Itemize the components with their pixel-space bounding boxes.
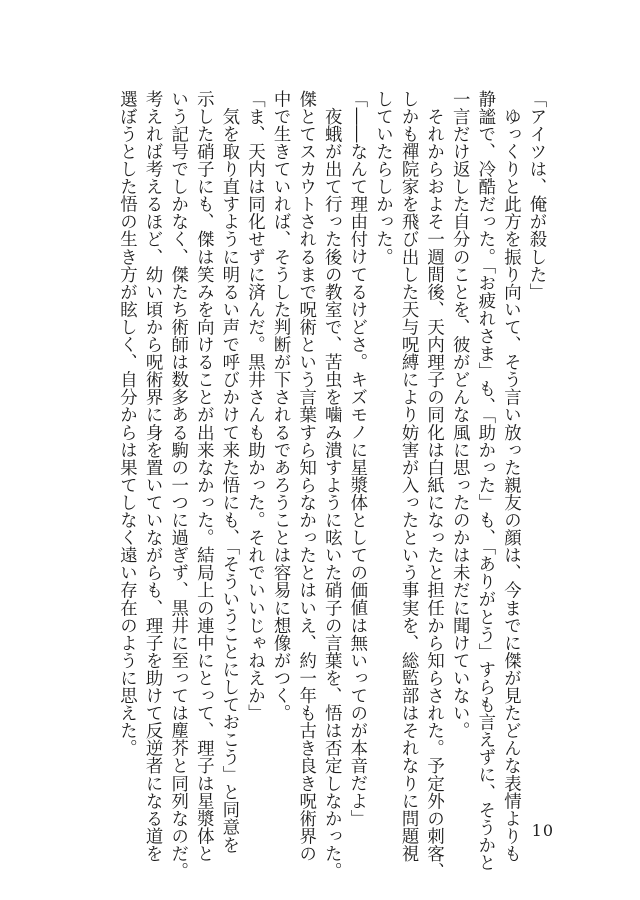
text-line: しかも禪院家を飛び出した天与呪縛により妨害が入ったという事実を、総監部はそれなりに問題視 xyxy=(398,90,419,863)
text-line: 「ま、天内は同化せずに済んだ。黒井さんも助かった。それでいいじゃねえか」 xyxy=(244,90,265,722)
text-line: 夜蛾が出て行った後の教室で、苦虫を噛み潰すように呟いた硝子の言葉を、悟は否定しなかった。 xyxy=(321,90,342,880)
text-line: 中で生きていれば、そうした判断が下されるであろうことは容易に想像がつく。 xyxy=(270,90,291,722)
text-line: 傑とてスカウトされるまで呪術という言葉すら知らなかったとはいえ、約一年も古き良き呪術界の xyxy=(295,90,316,863)
text-line: 静謐で、冷酷だった。「お疲れさま」も、「助かった」も、「ありがとう」すらも言えずに、そうかと xyxy=(474,90,495,872)
text-line: 示した硝子にも、傑は笑みを向けることが出来なかった。結局上の連中にとって、理子は星漿体と xyxy=(193,90,214,863)
text-line: 考えれば考えるほど、幼い頃から呪術界に身を置いていながらも、理子を助けて反逆者になる道を xyxy=(142,90,163,863)
text-line: 「アイツは、俺が殺した」 xyxy=(526,90,546,301)
text-line: ゆっくりと此方を振り向いて、そう言い放った親友の顔は、今までに傑が見たどんな表情よりも xyxy=(500,90,521,863)
text-line: 一言だけ返した自分のことを、彼がどんな風に思ったのかは未だに聞けていない。 xyxy=(449,90,470,740)
text-line: していたらしかった。 xyxy=(372,90,393,266)
text-line: それからおよそ一週間後、天内理子の同化は白紙になったと担任から知らされた。予定外の刺客、 xyxy=(423,90,444,880)
text-line: いう記号でしかなく、傑たち術師は数多ある駒の一つに過ぎず、黒井に至っては塵芥と同列なのだ。 xyxy=(167,90,188,880)
text-line: 気を取り直すように明るい声で呼びかけて来た悟にも、「そういうことにしておこう」と同意を xyxy=(218,90,239,854)
page-number: 10 xyxy=(531,821,554,840)
text-line: 選ぼうとした悟の生き方が眩しく、自分からは果てしなく遠い存在のように思えた。 xyxy=(116,90,137,757)
text-line: 「――なんて理由付けてるけどさ。キズモノに星漿体としての価値は無いってのが本音だよ」 xyxy=(346,90,367,828)
